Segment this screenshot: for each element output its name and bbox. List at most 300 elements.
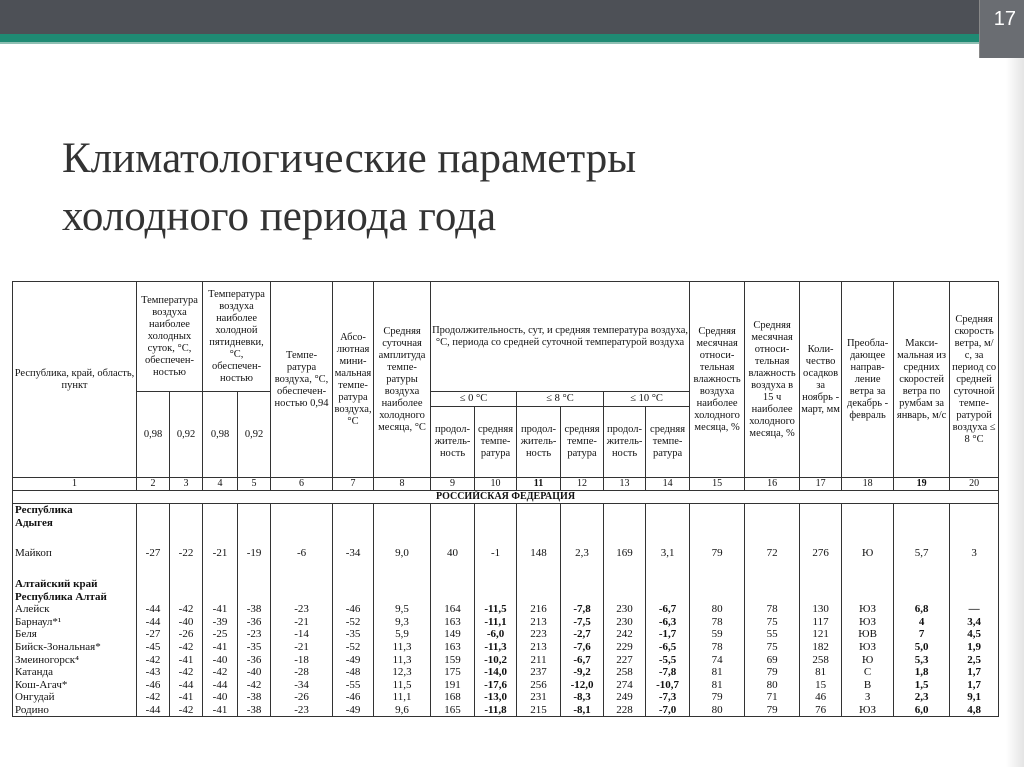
table-cell: -23: [271, 704, 333, 717]
table-row: [13, 529, 999, 547]
row-location: [13, 529, 137, 547]
table-cell: 215: [517, 704, 561, 717]
table-cell: -28: [271, 666, 333, 679]
table-cell: [374, 504, 431, 517]
table-cell: 159: [431, 653, 475, 666]
table-cell: -40: [203, 653, 238, 666]
table-cell: -49: [333, 704, 374, 717]
header-region: Республика, край, область, пункт: [13, 282, 137, 478]
row-location: Родино: [13, 704, 137, 717]
table-cell: 274: [604, 679, 646, 692]
table-cell: 3,4: [950, 616, 999, 629]
table-cell: -11,3: [475, 641, 517, 654]
row-location: Адыгея: [13, 517, 137, 530]
table-cell: -21: [203, 547, 238, 560]
table-cell: -8,3: [561, 691, 604, 704]
table-cell: -35: [333, 628, 374, 641]
table-cell: 78: [745, 603, 800, 616]
table-cell: [203, 517, 238, 530]
table-cell: 40: [431, 547, 475, 560]
table-cell: 256: [517, 679, 561, 692]
table-cell: [431, 529, 475, 547]
table-cell: 69: [745, 653, 800, 666]
table-cell: 163: [431, 616, 475, 629]
table-cell: [800, 590, 842, 603]
table-cell: -42: [137, 653, 170, 666]
table-cell: [690, 578, 745, 591]
table-cell: -55: [333, 679, 374, 692]
table-cell: 211: [517, 653, 561, 666]
table-cell: 130: [800, 603, 842, 616]
row-location: Бийск-Зональная*: [13, 641, 137, 654]
table-cell: 276: [800, 547, 842, 560]
row-location: Змеиногорск⁴: [13, 653, 137, 666]
table-cell: 216: [517, 603, 561, 616]
table-cell: -27: [137, 628, 170, 641]
table-cell: -1: [475, 547, 517, 560]
table-cell: 6,8: [894, 603, 950, 616]
table-cell: -21: [271, 641, 333, 654]
table-cell: В: [842, 679, 894, 692]
table-cell: [894, 560, 950, 578]
table-cell: [894, 578, 950, 591]
table-row: [13, 628, 999, 641]
table-cell: 231: [517, 691, 561, 704]
table-cell: -17,6: [475, 679, 517, 692]
table-cell: 12,3: [374, 666, 431, 679]
table-cell: 1,8: [894, 666, 950, 679]
table-cell: 75: [745, 641, 800, 654]
table-cell: -40: [238, 666, 271, 679]
table-cell: -40: [203, 691, 238, 704]
table-cell: -41: [203, 603, 238, 616]
table-cell: [561, 529, 604, 547]
header-avg-temp: средняя темпе-ратура: [646, 407, 690, 478]
table-cell: [374, 529, 431, 547]
table-cell: Ю: [842, 547, 894, 560]
table-cell: [137, 560, 170, 578]
table-row: [13, 653, 999, 666]
header-duration: продол-житель-ность: [604, 407, 646, 478]
table-cell: [842, 560, 894, 578]
header-avg-temp: средняя темпе-ратура: [475, 407, 517, 478]
table-cell: [950, 578, 999, 591]
table-cell: -11,8: [475, 704, 517, 717]
table-cell: [238, 590, 271, 603]
table-cell: [203, 560, 238, 578]
table-cell: [842, 529, 894, 547]
table-cell: [842, 590, 894, 603]
table-cell: -41: [203, 704, 238, 717]
header-duration: продол-житель-ность: [517, 407, 561, 478]
table-cell: [475, 578, 517, 591]
table-cell: 5,7: [894, 547, 950, 560]
slide-title-line-1: Климатологические параметры: [62, 135, 637, 182]
header-daily-amplitude: Средняя суточная амплитуда темпе-ратуры воздуха наиболее холодного месяца, °С: [374, 282, 431, 478]
table-cell: [475, 590, 517, 603]
table-cell: 46: [800, 691, 842, 704]
table-cell: 258: [604, 666, 646, 679]
table-cell: -6: [271, 547, 333, 560]
table-cell: 7: [894, 628, 950, 641]
table-cell: -6,5: [646, 641, 690, 654]
row-location: Алтайский край: [13, 578, 137, 591]
table-row: [13, 666, 999, 679]
table-cell: -44: [137, 704, 170, 717]
table-cell: [203, 578, 238, 591]
row-location: Катанда: [13, 666, 137, 679]
header-le10: ≤ 10 °С: [604, 392, 690, 407]
column-number: 18: [842, 478, 894, 491]
table-cell: [203, 529, 238, 547]
table-cell: -42: [170, 641, 203, 654]
table-cell: 81: [690, 666, 745, 679]
table-cell: -7,0: [646, 704, 690, 717]
table-cell: [646, 517, 690, 530]
table-cell: -44: [137, 616, 170, 629]
table-cell: -23: [271, 603, 333, 616]
table-cell: 228: [604, 704, 646, 717]
table-cell: [517, 560, 561, 578]
table-cell: -21: [271, 616, 333, 629]
table-cell: 5,0: [894, 641, 950, 654]
table-cell: ЮЗ: [842, 603, 894, 616]
table-cell: -5,5: [646, 653, 690, 666]
table-cell: 1,9: [950, 641, 999, 654]
table-cell: [170, 529, 203, 547]
table-cell: [431, 517, 475, 530]
table-cell: 5,9: [374, 628, 431, 641]
table-cell: -10,2: [475, 653, 517, 666]
table-cell: -40: [170, 616, 203, 629]
table-cell: [374, 560, 431, 578]
table-cell: 11,1: [374, 691, 431, 704]
table-cell: [646, 529, 690, 547]
table-cell: -52: [333, 641, 374, 654]
table-cell: [604, 517, 646, 530]
table-cell: [517, 504, 561, 517]
slide-title: [62, 130, 822, 246]
table-row: [13, 560, 999, 578]
table-cell: ЮВ: [842, 628, 894, 641]
slide-number: 17: [993, 8, 1016, 30]
row-location: Республика: [13, 504, 137, 517]
table-cell: 223: [517, 628, 561, 641]
table-cell: -22: [170, 547, 203, 560]
column-number: 15: [690, 478, 745, 491]
table-cell: [561, 517, 604, 530]
header-wind-direction: Преобла-дающее направ-ление ветра за декабрь - февраль: [842, 282, 894, 478]
table-cell: 4,5: [950, 628, 999, 641]
column-number: 10: [475, 478, 517, 491]
section-russian-federation: РОССИЙСКАЯ ФЕДЕРАЦИЯ: [13, 491, 999, 504]
column-number: 14: [646, 478, 690, 491]
table-cell: 163: [431, 641, 475, 654]
table-cell: [745, 504, 800, 517]
climate-table-wrapper: [12, 281, 998, 717]
header-duration: продол-житель-ность: [431, 407, 475, 478]
table-cell: [690, 517, 745, 530]
column-number: 16: [745, 478, 800, 491]
table-cell: ЮЗ: [842, 704, 894, 717]
table-cell: 9,0: [374, 547, 431, 560]
table-cell: 3: [950, 547, 999, 560]
table-cell: 5,3: [894, 653, 950, 666]
table-row: [13, 590, 999, 603]
header-duration-period: Продолжительность, сут, и средняя температура воздуха, °С, периода со средней суточной температурой воздуха: [431, 282, 690, 392]
column-number: 8: [374, 478, 431, 491]
table-cell: [561, 560, 604, 578]
table-cell: -42: [170, 666, 203, 679]
column-number: 12: [561, 478, 604, 491]
row-location: Майкоп: [13, 547, 137, 560]
table-cell: [333, 504, 374, 517]
table-cell: -14: [271, 628, 333, 641]
table-cell: -34: [333, 547, 374, 560]
table-cell: [333, 578, 374, 591]
table-cell: С: [842, 666, 894, 679]
table-cell: 9,5: [374, 603, 431, 616]
table-cell: [561, 590, 604, 603]
table-cell: 191: [431, 679, 475, 692]
table-cell: -42: [170, 704, 203, 717]
table-cell: 1,7: [950, 666, 999, 679]
header-avg-wind: Средняя скорость ветра, м/с, за период со средней суточной темпе-ратурой воздуха ≤ 8 °С: [950, 282, 999, 478]
table-cell: [475, 504, 517, 517]
header-le8: ≤ 8 °С: [517, 392, 604, 407]
table-cell: -45: [137, 641, 170, 654]
table-cell: 71: [745, 691, 800, 704]
table-cell: 2,3: [561, 547, 604, 560]
table-cell: [950, 517, 999, 530]
table-cell: [374, 590, 431, 603]
table-cell: [604, 590, 646, 603]
table-cell: -2,7: [561, 628, 604, 641]
row-location: Алейск: [13, 603, 137, 616]
table-cell: -44: [203, 679, 238, 692]
table-cell: [137, 590, 170, 603]
table-cell: [561, 504, 604, 517]
table-cell: -13,0: [475, 691, 517, 704]
table-cell: -9,2: [561, 666, 604, 679]
table-cell: [431, 504, 475, 517]
table-cell: [238, 517, 271, 530]
table-cell: -44: [137, 603, 170, 616]
table-cell: -8,1: [561, 704, 604, 717]
table-cell: 148: [517, 547, 561, 560]
table-cell: [170, 578, 203, 591]
accent-stripe: [0, 34, 1024, 42]
table-cell: [690, 590, 745, 603]
table-cell: [842, 517, 894, 530]
table-cell: [170, 504, 203, 517]
table-cell: [238, 560, 271, 578]
table-cell: -6,7: [561, 653, 604, 666]
column-number: 17: [800, 478, 842, 491]
accent-stripe-light: [0, 42, 1024, 44]
table-cell: -38: [238, 691, 271, 704]
table-cell: [203, 590, 238, 603]
table-cell: 59: [690, 628, 745, 641]
table-cell: -19: [238, 547, 271, 560]
table-cell: [745, 578, 800, 591]
climate-table: [12, 281, 999, 717]
table-cell: [894, 590, 950, 603]
header-max-wind: Макси-мальная из средних скоростей ветра по румбам за январь, м/с: [894, 282, 950, 478]
table-cell: -11,1: [475, 616, 517, 629]
table-cell: [800, 560, 842, 578]
table-cell: -41: [170, 653, 203, 666]
table-cell: 213: [517, 616, 561, 629]
table-cell: -34: [271, 679, 333, 692]
table-cell: 80: [690, 603, 745, 616]
table-cell: 230: [604, 603, 646, 616]
table-cell: [271, 529, 333, 547]
table-cell: -42: [137, 691, 170, 704]
column-number: 5: [238, 478, 271, 491]
table-cell: [800, 529, 842, 547]
table-cell: [271, 517, 333, 530]
table-cell: [646, 578, 690, 591]
table-cell: [800, 517, 842, 530]
table-cell: [604, 578, 646, 591]
row-location: Республика Алтай: [13, 590, 137, 603]
table-cell: 4: [894, 616, 950, 629]
table-row: [13, 603, 999, 616]
header-p098-a: 0,98: [137, 392, 170, 478]
table-cell: 74: [690, 653, 745, 666]
table-cell: 1,5: [894, 679, 950, 692]
table-cell: 2,3: [894, 691, 950, 704]
table-cell: 11,3: [374, 641, 431, 654]
table-cell: -44: [170, 679, 203, 692]
table-cell: -12,0: [561, 679, 604, 692]
table-cell: -46: [333, 603, 374, 616]
table-cell: 79: [690, 547, 745, 560]
table-cell: 2,5: [950, 653, 999, 666]
table-cell: [517, 529, 561, 547]
column-number: 4: [203, 478, 238, 491]
table-cell: [137, 529, 170, 547]
header-p092-b: 0,92: [238, 392, 271, 478]
table-cell: 76: [800, 704, 842, 717]
table-cell: [800, 578, 842, 591]
table-cell: -43: [137, 666, 170, 679]
table-cell: З: [842, 691, 894, 704]
table-cell: —: [950, 603, 999, 616]
table-cell: [137, 578, 170, 591]
table-cell: [333, 517, 374, 530]
header-p098-b: 0,98: [203, 392, 238, 478]
table-cell: -7,6: [561, 641, 604, 654]
table-cell: [646, 560, 690, 578]
table-cell: -7,3: [646, 691, 690, 704]
table-cell: [604, 504, 646, 517]
top-bar: [0, 0, 1024, 34]
table-cell: [271, 590, 333, 603]
row-location: Беля: [13, 628, 137, 641]
table-cell: 168: [431, 691, 475, 704]
table-cell: -7,8: [561, 603, 604, 616]
table-cell: 182: [800, 641, 842, 654]
row-location: Онгудай: [13, 691, 137, 704]
column-number: 3: [170, 478, 203, 491]
page-edge-shadow: [1006, 58, 1024, 767]
table-cell: 4,8: [950, 704, 999, 717]
table-row: [13, 517, 999, 530]
table-cell: 6,0: [894, 704, 950, 717]
table-cell: 121: [800, 628, 842, 641]
table-cell: -27: [137, 547, 170, 560]
table-cell: [690, 504, 745, 517]
table-cell: [894, 517, 950, 530]
header-humidity-15h: Средняя месячная относи-тельная влажность воздуха в 15 ч наиболее холодного месяца, %: [745, 282, 800, 478]
table-cell: 230: [604, 616, 646, 629]
table-cell: 237: [517, 666, 561, 679]
table-cell: -14,0: [475, 666, 517, 679]
table-cell: [271, 504, 333, 517]
table-cell: [842, 578, 894, 591]
table-cell: 227: [604, 653, 646, 666]
table-cell: 169: [604, 547, 646, 560]
column-number: 9: [431, 478, 475, 491]
header-precipitation: Коли-чество осадков за ноябрь - март, мм: [800, 282, 842, 478]
table-cell: 175: [431, 666, 475, 679]
table-cell: 78: [690, 616, 745, 629]
table-cell: -48: [333, 666, 374, 679]
column-number: 19: [894, 478, 950, 491]
table-cell: [745, 529, 800, 547]
table-cell: 249: [604, 691, 646, 704]
column-number: 6: [271, 478, 333, 491]
table-cell: [137, 504, 170, 517]
table-cell: [475, 517, 517, 530]
table-cell: -38: [238, 704, 271, 717]
header-coldest-day: Температура воздуха наиболее холодных суток, °С, обеспечен-ностью: [137, 282, 203, 392]
table-cell: [745, 517, 800, 530]
column-number: 1: [13, 478, 137, 491]
table-row: [13, 691, 999, 704]
table-cell: 242: [604, 628, 646, 641]
table-cell: 15: [800, 679, 842, 692]
row-location: Кош-Агач*: [13, 679, 137, 692]
table-cell: [800, 504, 842, 517]
column-number: 7: [333, 478, 374, 491]
table-row: [13, 679, 999, 692]
header-p092-a: 0,92: [170, 392, 203, 478]
table-cell: 11,5: [374, 679, 431, 692]
table-cell: [745, 590, 800, 603]
slide-number-box: [979, 0, 1024, 58]
table-cell: -41: [203, 641, 238, 654]
table-cell: 79: [690, 691, 745, 704]
table-cell: -18: [271, 653, 333, 666]
table-cell: [170, 560, 203, 578]
table-cell: [333, 590, 374, 603]
table-cell: -26: [170, 628, 203, 641]
table-cell: [950, 504, 999, 517]
header-le0: ≤ 0 °С: [431, 392, 517, 407]
table-cell: 1,7: [950, 679, 999, 692]
table-cell: 229: [604, 641, 646, 654]
table-cell: 9,6: [374, 704, 431, 717]
table-cell: -35: [238, 641, 271, 654]
table-cell: [517, 578, 561, 591]
table-cell: [271, 560, 333, 578]
table-cell: -11,5: [475, 603, 517, 616]
table-cell: 149: [431, 628, 475, 641]
table-cell: -46: [137, 679, 170, 692]
